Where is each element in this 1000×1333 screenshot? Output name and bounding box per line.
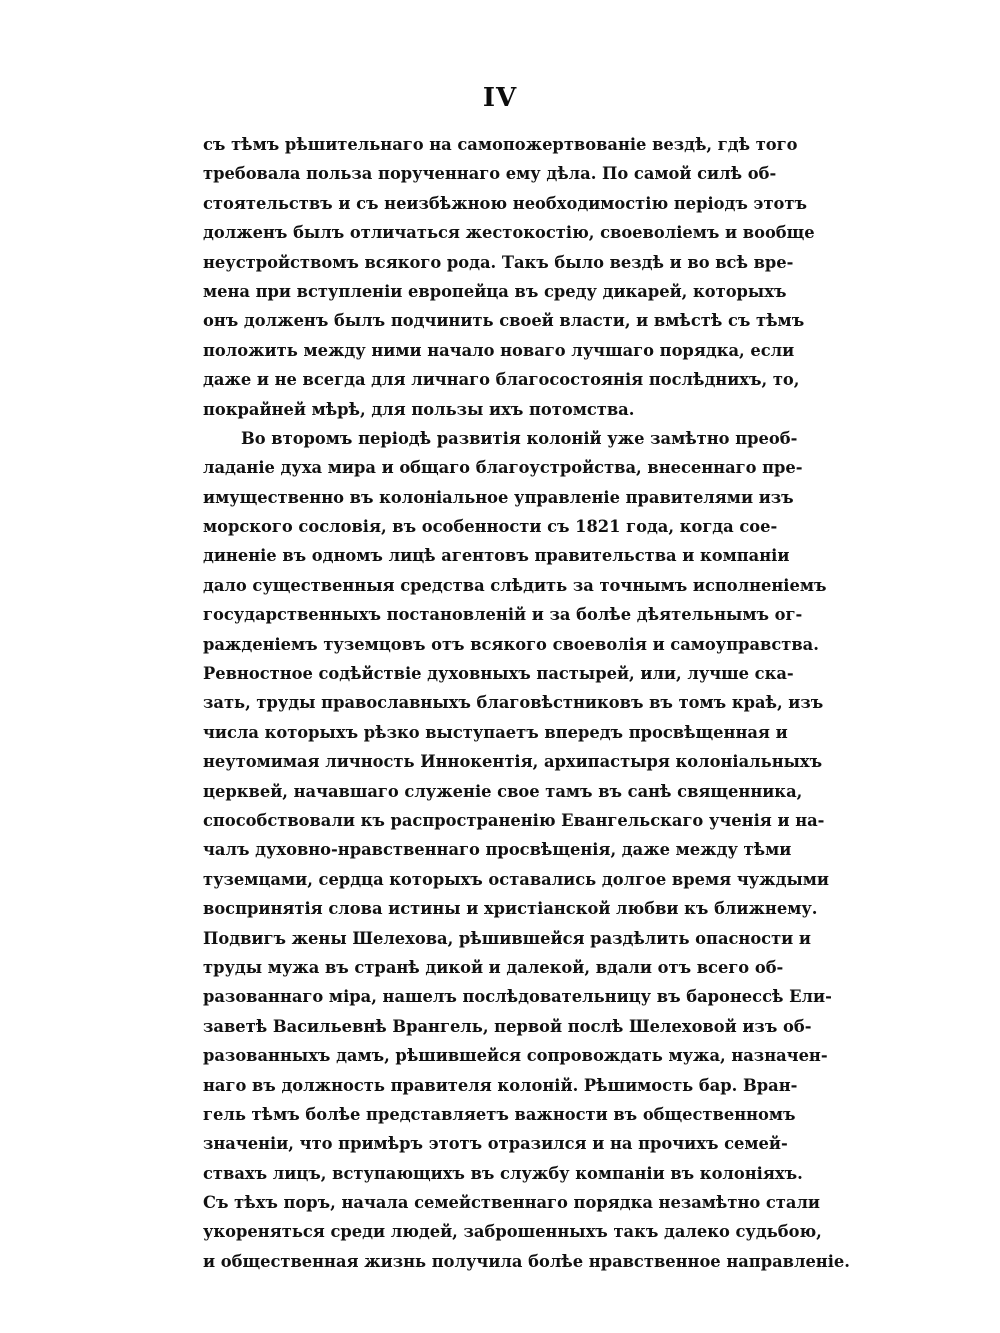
text-line: воспринятія слова истины и христіанской любви къ ближнему. [203,899,818,919]
text-line: ствахъ лицъ, вступающихъ въ службу компаніи въ колоніяхъ. [203,1163,803,1183]
page-number: IV [482,83,518,113]
text-line: Подвигъ жены Шелехова, рѣшившейся раздѣлить опасности и [203,928,812,948]
text-line: съ тѣмъ рѣшительнаго на самопожертвованіе вездѣ, гдѣ того [203,135,798,154]
text-line: Ревностное содѣйствіе духовныхъ пастырей, или, лучше ска- [203,664,794,684]
text-line: диненіе въ одномъ лицѣ агентовъ правительства и компаніи [203,546,790,566]
text-line: даже и не всегда для личнаго благосостоянія послѣднихъ, то, [203,370,800,390]
text-line: Съ тѣхъ поръ, начала семейственнаго порядка незамѣтно стали [203,1193,821,1213]
paragraph-2 [203,424,850,1276]
text-line: чалъ духовно-нравственнаго просвѣщенія, даже между тѣми [203,840,792,860]
text-line: покрайней мѣрѣ, для пользы ихъ потомства. [203,399,635,419]
text-line: разованнаго міра, нашелъ послѣдовательницу въ баронессѣ Ели- [203,987,832,1007]
text-line: и общественная жизнь получила болѣе нравственное направленіе. [203,1251,850,1271]
text-line: числа которыхъ рѣзко выступаетъ впередъ просвѣщенная и [203,722,788,742]
text-line: неутомимая личность Иннокентія, архипастыря колоніальныхъ [203,752,823,772]
text-line: заветѣ Васильевнѣ Врангель, первой послѣ Шелеховой изъ об- [203,1016,812,1036]
text-line: зать, труды православныхъ благовѣстниковъ въ томъ краѣ, изъ [203,693,824,713]
text-line: неустройствомъ всякого рода. Такъ было вездѣ и во всѣ вре- [203,252,794,272]
text-line: ладаніе духа мира и общаго благоустройства, внесеннаго пре- [203,458,803,478]
text-line: ражденіемъ туземцовъ отъ всякого своеволія и самоуправства. [203,634,819,654]
text-line: значеніи, что примѣръ этотъ отразился и на прочихъ семей- [203,1134,788,1154]
body-text [203,130,850,1276]
text-line: государственныхъ постановленій и за болѣе дѣятельнымъ ог- [203,605,803,625]
text-line: стоятельствъ и съ неизбѣжною необходимостію періодъ этотъ [203,193,807,213]
text-line: церквей, начавшаго служеніе свое тамъ въ санѣ священника, [203,781,803,801]
paragraph-1 [203,130,815,424]
text-line: Во второмъ періодѣ развитія колоній уже замѣтно преоб- [241,428,798,448]
text-line: положить между ними начало новаго лучшаго порядка, если [203,340,795,360]
text-line: онъ долженъ былъ подчинить своей власти, и вмѣстѣ съ тѣмъ [203,311,805,331]
text-line: мена при вступленіи европейца въ среду дикарей, которыхъ [203,281,787,301]
text-line: укореняться среди людей, заброшенныхъ такъ далеко судьбою, [203,1222,822,1242]
text-line: труды мужа въ странѣ дикой и далекой, вдали отъ всего об- [203,957,784,977]
text-line: туземцами, сердца которыхъ оставались долгое время чуждыми [203,869,830,889]
text-line: способствовали къ распространенію Евангельскаго ученія и на- [203,810,825,830]
text-line: долженъ былъ отличаться жестокостію, своеволіемъ и вообще [203,223,815,243]
text-line: гель тѣмъ болѣе представляетъ важности въ общественномъ [203,1104,796,1124]
text-line: дало существенныя средства слѣдить за точнымъ исполненіемъ [203,575,827,595]
text-line: имущественно въ колоніальное управленіе правителями изъ [203,487,794,507]
text-line: разованныхъ дамъ, рѣшившейся сопровождать мужа, назначен- [203,1046,828,1066]
text-line: требовала польза порученнаго ему дѣла. По самой силѣ об- [203,164,777,184]
text-line: наго въ должность правителя колоній. Рѣшимость бар. Вран- [203,1075,798,1095]
text-line: морского сословія, въ особенности съ 1821 года, когда сое- [203,517,778,537]
